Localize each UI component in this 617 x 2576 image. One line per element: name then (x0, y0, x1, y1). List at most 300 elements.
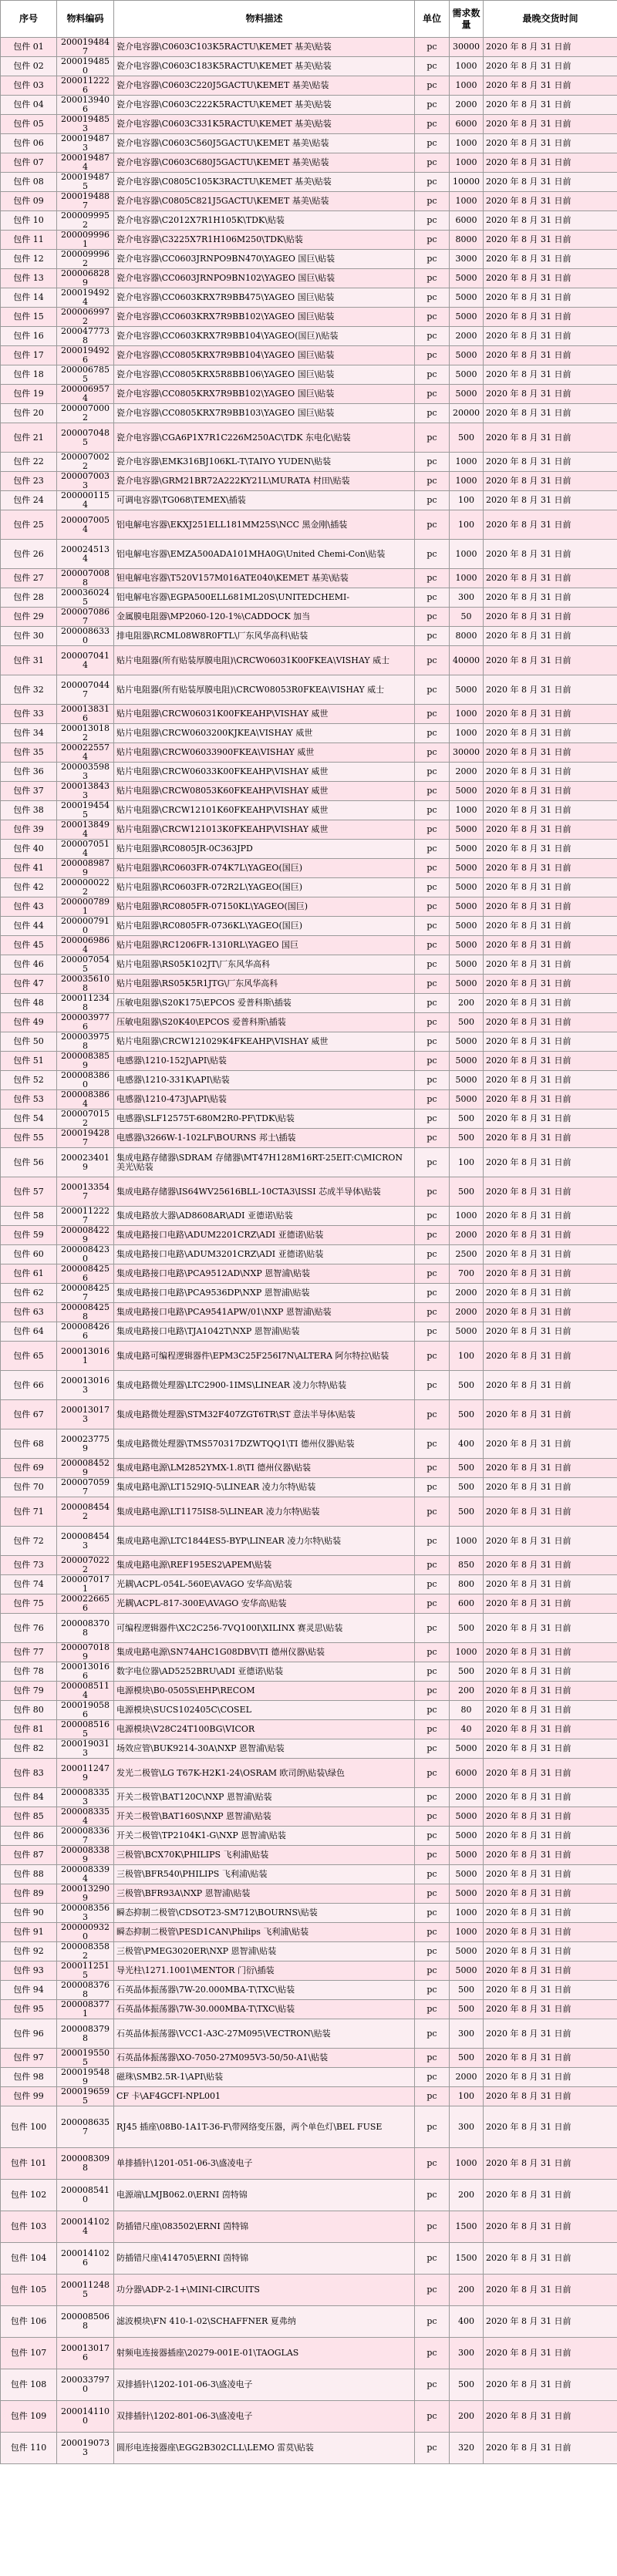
row-time: 2020 年 8 月 31 日前 (484, 346, 617, 365)
row-time: 2020 年 8 月 31 日前 (484, 153, 617, 173)
row-time: 2020 年 8 月 31 日前 (484, 76, 617, 96)
row-qty: 400 (450, 1429, 484, 1459)
row-code: 2000141024 (57, 2211, 114, 2243)
row-desc: 电感器\1210-473J\API\贴装 (114, 1090, 415, 1110)
row-code: 2000190733 (57, 2433, 114, 2464)
row-desc: 集成电路电源\LT1175IS8-5\LINEAR 凌力尔特\贴装 (114, 1497, 415, 1527)
row-desc: 集成电路电源\LTC1844ES5-BYP\LINEAR 凌力尔特\贴装 (114, 1527, 415, 1556)
row-desc: 集成电路微处理器\TMS570317DZWTQQ1\TI 德州仪器\贴装 (114, 1429, 415, 1459)
table-row (1, 1371, 617, 1400)
row-unit: pc (415, 38, 450, 57)
row-qty: 6000 (450, 211, 484, 231)
row-code: 2000099961 (57, 231, 114, 250)
row-seq: 包件 09 (1, 192, 57, 211)
row-seq: 包件 73 (1, 1556, 57, 1575)
table-row (1, 1594, 617, 1614)
row-unit: pc (415, 1245, 450, 1264)
row-seq: 包件 20 (1, 404, 57, 423)
row-desc: 贴片电阻器\CRCW06033900FKEA\VISHAY 威世 (114, 743, 415, 763)
row-unit: pc (415, 1682, 450, 1701)
row-code: 2000099952 (57, 211, 114, 231)
row-desc: 贴片电阻器\RS05K102JT\厂东风华高科 (114, 955, 415, 975)
row-seq: 包件 35 (1, 743, 57, 763)
row-code: 2000069574 (57, 385, 114, 404)
row-desc: 电源模块\V28C24T100BG\VICOR (114, 1720, 415, 1739)
row-code: 2000141026 (57, 2243, 114, 2275)
row-desc: 光耦\ACPL-817-300E\AVAGO 安华高\贴装 (114, 1594, 415, 1614)
table-row (1, 820, 617, 840)
table-row (1, 646, 617, 675)
row-desc: 贴片电阻器\CRCW12101K60FKEAHP\VISHAY 威世 (114, 801, 415, 820)
row-desc: 集成电路存储器\IS64WV25616BLL-10CTA3\ISSI 芯成半导体\贴装 (114, 1177, 415, 1207)
row-time: 2020 年 8 月 31 日前 (484, 878, 617, 897)
row-qty: 500 (450, 1459, 484, 1478)
row-code: 2000130182 (57, 724, 114, 743)
row-seq: 包件 108 (1, 2369, 57, 2401)
row-desc: 双排插针\1202-101-06-3\盛凌电子 (114, 2369, 415, 2401)
row-unit: pc (415, 1904, 450, 1923)
row-qty: 5000 (450, 346, 484, 365)
row-qty: 200 (450, 2401, 484, 2433)
row-unit: pc (415, 250, 450, 269)
table-row (1, 2068, 617, 2087)
row-seq: 包件 96 (1, 2019, 57, 2049)
row-code: 2000083582 (57, 1942, 114, 1961)
row-seq: 包件 22 (1, 453, 57, 472)
row-unit: pc (415, 975, 450, 994)
table-row (1, 2148, 617, 2180)
row-code: 2000089879 (57, 859, 114, 878)
row-seq: 包件 110 (1, 2433, 57, 2464)
row-code: 2000194847 (57, 38, 114, 57)
row-seq: 包件 87 (1, 1846, 57, 1865)
row-time: 2020 年 8 月 31 日前 (484, 1032, 617, 1052)
row-unit: pc (415, 2019, 450, 2049)
header-code: 物料编码 (57, 1, 114, 38)
header-qty: 需求数量 (450, 1, 484, 38)
row-code: 2000132909 (57, 1884, 114, 1904)
row-desc: 瓷介电容器\C0603C331K5RACTU\KEMET 基美\贴装 (114, 115, 415, 134)
row-seq: 包件 99 (1, 2087, 57, 2106)
row-code: 2000194875 (57, 173, 114, 192)
row-seq: 包件 88 (1, 1865, 57, 1884)
row-code: 2000084230 (57, 1245, 114, 1264)
row-time: 2020 年 8 月 31 日前 (484, 1459, 617, 1478)
row-qty: 1000 (450, 1904, 484, 1923)
row-unit: pc (415, 269, 450, 288)
table-row (1, 2049, 617, 2068)
row-qty: 100 (450, 510, 484, 540)
row-desc: 开关二极管\BAT160S\NXP 恩智浦\贴装 (114, 1807, 415, 1827)
row-seq: 包件 64 (1, 1322, 57, 1342)
row-unit: pc (415, 1961, 450, 1981)
row-code: 2000085410 (57, 2180, 114, 2211)
row-time: 2020 年 8 月 31 日前 (484, 192, 617, 211)
table-row (1, 250, 617, 269)
row-seq: 包件 90 (1, 1904, 57, 1923)
row-desc: 三极管\PMEG3020ER\NXP 恩智浦\贴装 (114, 1942, 415, 1961)
row-time: 2020 年 8 月 31 日前 (484, 1614, 617, 1643)
row-desc: 集成电路存储器\SDRAM 存储器\MT47H128M16RT-25EIT:C\MICRON 美光\贴装 (114, 1148, 415, 1177)
row-seq: 包件 02 (1, 57, 57, 76)
row-qty: 30000 (450, 38, 484, 57)
row-time: 2020 年 8 月 31 日前 (484, 897, 617, 917)
row-seq: 包件 01 (1, 38, 57, 57)
row-code: 2000337970 (57, 2369, 114, 2401)
row-time: 2020 年 8 月 31 日前 (484, 1594, 617, 1614)
row-unit: pc (415, 1148, 450, 1177)
row-unit: pc (415, 1556, 450, 1575)
row-seq: 包件 85 (1, 1807, 57, 1827)
row-qty: 6000 (450, 115, 484, 134)
table-row (1, 57, 617, 76)
row-seq: 包件 83 (1, 1759, 57, 1788)
row-time: 2020 年 8 月 31 日前 (484, 385, 617, 404)
row-qty: 5000 (450, 878, 484, 897)
row-desc: 贴片电阻器\CRCW121029K4FKEAHP\VISHAY 威世 (114, 1032, 415, 1052)
row-unit: pc (415, 385, 450, 404)
row-unit: pc (415, 1032, 450, 1052)
row-seq: 包件 56 (1, 1148, 57, 1177)
row-code: 2000084257 (57, 1284, 114, 1303)
table-row (1, 724, 617, 743)
row-qty: 5000 (450, 840, 484, 859)
row-code: 2000084229 (57, 1226, 114, 1245)
row-desc: 三极管\BFR93A\NXP 恩智浦\贴装 (114, 1884, 415, 1904)
row-unit: pc (415, 153, 450, 173)
row-unit: pc (415, 2433, 450, 2464)
row-unit: pc (415, 211, 450, 231)
row-time: 2020 年 8 月 31 日前 (484, 1682, 617, 1701)
row-desc: 射频电连接器插座\20279-001E-01\TAOGLAS (114, 2338, 415, 2369)
table-row (1, 1865, 617, 1884)
row-code: 2000194926 (57, 346, 114, 365)
row-time: 2020 年 8 月 31 日前 (484, 2433, 617, 2464)
row-time: 2020 年 8 月 31 日前 (484, 308, 617, 327)
row-code: 2000039776 (57, 1013, 114, 1032)
row-unit: pc (415, 994, 450, 1013)
row-code: 2000196595 (57, 2087, 114, 2106)
table-row (1, 269, 617, 288)
row-qty: 1500 (450, 2243, 484, 2275)
row-desc: 瓷介电容器\CC0603JRNPO9BN470\YAGEO 国巨\贴装 (114, 250, 415, 269)
row-seq: 包件 72 (1, 1527, 57, 1556)
row-desc: 电感器\1210-331K\API\贴装 (114, 1071, 415, 1090)
row-time: 2020 年 8 月 31 日前 (484, 1527, 617, 1556)
table-row (1, 423, 617, 453)
row-seq: 包件 59 (1, 1226, 57, 1245)
row-seq: 包件 102 (1, 2180, 57, 2211)
row-time: 2020 年 8 月 31 日前 (484, 2243, 617, 2275)
row-code: 2000069864 (57, 936, 114, 955)
row-unit: pc (415, 955, 450, 975)
row-time: 2020 年 8 月 31 日前 (484, 608, 617, 627)
row-qty: 5000 (450, 782, 484, 801)
row-qty: 500 (450, 1662, 484, 1682)
row-time: 2020 年 8 月 31 日前 (484, 1556, 617, 1575)
row-code: 2000194924 (57, 288, 114, 308)
row-code: 2000130166 (57, 1662, 114, 1682)
row-unit: pc (415, 859, 450, 878)
row-seq: 包件 10 (1, 211, 57, 231)
row-time: 2020 年 8 月 31 日前 (484, 540, 617, 569)
header-unit: 单位 (415, 1, 450, 38)
row-code: 2000068289 (57, 269, 114, 288)
table-row (1, 1788, 617, 1807)
row-time: 2020 年 8 月 31 日前 (484, 724, 617, 743)
table-row (1, 1090, 617, 1110)
table-row (1, 346, 617, 365)
row-qty: 1000 (450, 1527, 484, 1556)
row-unit: pc (415, 897, 450, 917)
row-desc: 瓷介电容器\CC0805KRX7R9BB104\YAGEO 国巨\贴装 (114, 346, 415, 365)
row-qty: 5000 (450, 1884, 484, 1904)
row-desc: 贴片电阻器\RC0603FR-072R2L\YAGEO(国巨) (114, 878, 415, 897)
row-unit: pc (415, 1129, 450, 1148)
row-code: 2000070414 (57, 646, 114, 675)
row-seq: 包件 52 (1, 1071, 57, 1090)
row-seq: 包件 97 (1, 2049, 57, 2068)
row-qty: 5000 (450, 820, 484, 840)
row-code: 2000083864 (57, 1090, 114, 1110)
row-qty: 2000 (450, 1303, 484, 1322)
table-row (1, 1556, 617, 1575)
row-desc: 集成电路接口电路\ADUM3201CRZ\ADI 亚德诺\贴装 (114, 1245, 415, 1264)
row-time: 2020 年 8 月 31 日前 (484, 1071, 617, 1090)
row-unit: pc (415, 782, 450, 801)
row-qty: 850 (450, 1556, 484, 1575)
row-desc: 集成电路接口电路\TJA1042T\NXP 恩智浦\贴装 (114, 1322, 415, 1342)
table-row (1, 1575, 617, 1594)
row-unit: pc (415, 2211, 450, 2243)
table-row (1, 231, 617, 250)
row-qty: 1000 (450, 569, 484, 588)
row-code: 2000138316 (57, 705, 114, 724)
row-seq: 包件 61 (1, 1264, 57, 1284)
row-unit: pc (415, 1575, 450, 1594)
row-qty: 1500 (450, 2211, 484, 2243)
table-row (1, 2401, 617, 2433)
row-desc: 铝电解电容器\EKXJ251ELL181MM25S\NCC 黑金刚\插装 (114, 510, 415, 540)
row-time: 2020 年 8 月 31 日前 (484, 1497, 617, 1527)
header-desc: 物料描述 (114, 1, 415, 38)
row-code: 2000001154 (57, 491, 114, 510)
row-desc: 集成电路可编程逻辑器件\EPM3C25F256I7N\ALTERA 阿尔特拉\贴装 (114, 1342, 415, 1371)
row-seq: 包件 104 (1, 2243, 57, 2275)
row-unit: pc (415, 453, 450, 472)
row-code: 2000083859 (57, 1052, 114, 1071)
row-qty: 40000 (450, 646, 484, 675)
row-desc: 开关二极管\BAT120C\NXP 恩智浦\贴装 (114, 1788, 415, 1807)
table-row (1, 1459, 617, 1478)
row-seq: 包件 42 (1, 878, 57, 897)
row-qty: 5000 (450, 897, 484, 917)
row-code: 2000237759 (57, 1429, 114, 1459)
row-seq: 包件 23 (1, 472, 57, 491)
row-qty: 1000 (450, 801, 484, 820)
table-row (1, 1110, 617, 1129)
table-header-row (1, 1, 617, 38)
row-desc: 集成电路微处理器\STM32F407ZGT6TR\ST 意法半导体\贴装 (114, 1400, 415, 1429)
row-seq: 包件 27 (1, 569, 57, 588)
row-desc: 贴片电阻器\CRCW121013K0FKEAHP\VISHAY 威世 (114, 820, 415, 840)
row-time: 2020 年 8 月 31 日前 (484, 1303, 617, 1322)
row-unit: pc (415, 724, 450, 743)
row-time: 2020 年 8 月 31 日前 (484, 588, 617, 608)
table-row (1, 1032, 617, 1052)
row-unit: pc (415, 1177, 450, 1207)
row-qty: 5000 (450, 936, 484, 955)
row-unit: pc (415, 1478, 450, 1497)
row-time: 2020 年 8 月 31 日前 (484, 2087, 617, 2106)
row-code: 2000070514 (57, 840, 114, 859)
row-code: 2000084266 (57, 1322, 114, 1342)
row-desc: 单排插针\1201-051-06-3\盛凌电子 (114, 2148, 415, 2180)
row-desc: 三极管\BFR540\PHILIPS 飞利浦\贴装 (114, 1865, 415, 1884)
row-time: 2020 年 8 月 31 日前 (484, 1322, 617, 1342)
row-seq: 包件 48 (1, 994, 57, 1013)
row-seq: 包件 95 (1, 2000, 57, 2019)
row-seq: 包件 16 (1, 327, 57, 346)
row-qty: 5000 (450, 308, 484, 327)
row-time: 2020 年 8 月 31 日前 (484, 569, 617, 588)
row-desc: 集成电路接口电路\PCA9512AD\NXP 恩智浦\贴装 (114, 1264, 415, 1284)
row-time: 2020 年 8 月 31 日前 (484, 801, 617, 820)
row-qty: 10000 (450, 173, 484, 192)
row-unit: pc (415, 1759, 450, 1788)
table-row (1, 453, 617, 472)
row-code: 2000130161 (57, 1342, 114, 1371)
row-code: 2000070054 (57, 510, 114, 540)
row-code: 2000035983 (57, 763, 114, 782)
row-qty: 2000 (450, 96, 484, 115)
row-qty: 2500 (450, 1245, 484, 1264)
table-row (1, 1720, 617, 1739)
row-time: 2020 年 8 月 31 日前 (484, 2338, 617, 2369)
row-time: 2020 年 8 月 31 日前 (484, 1846, 617, 1865)
row-code: 2000195505 (57, 2049, 114, 2068)
table-row (1, 491, 617, 510)
row-seq: 包件 43 (1, 897, 57, 917)
row-unit: pc (415, 917, 450, 936)
row-code: 2000190313 (57, 1739, 114, 1759)
row-qty: 5000 (450, 1942, 484, 1961)
row-time: 2020 年 8 月 31 日前 (484, 134, 617, 153)
row-seq: 包件 19 (1, 385, 57, 404)
row-time: 2020 年 8 月 31 日前 (484, 1207, 617, 1226)
row-code: 2000085114 (57, 1682, 114, 1701)
row-seq: 包件 31 (1, 646, 57, 675)
row-desc: 贴片电阻器\CRCW08053K60FKEAHP\VISHAY 威世 (114, 782, 415, 801)
row-seq: 包件 08 (1, 173, 57, 192)
row-qty: 40 (450, 1720, 484, 1739)
row-time: 2020 年 8 月 31 日前 (484, 472, 617, 491)
row-seq: 包件 17 (1, 346, 57, 365)
table-row (1, 1226, 617, 1245)
row-time: 2020 年 8 月 31 日前 (484, 705, 617, 724)
row-unit: pc (415, 327, 450, 346)
row-code: 2000194887 (57, 192, 114, 211)
table-row (1, 743, 617, 763)
row-seq: 包件 47 (1, 975, 57, 994)
row-code: 2000356108 (57, 975, 114, 994)
table-row (1, 1013, 617, 1032)
row-qty: 2000 (450, 1226, 484, 1245)
row-time: 2020 年 8 月 31 日前 (484, 1575, 617, 1594)
row-time: 2020 年 8 月 31 日前 (484, 1643, 617, 1662)
row-unit: pc (415, 1264, 450, 1284)
row-desc: 瓷介电容器\CC0603KRX7R9BB104\YAGEO(国巨)\贴装 (114, 327, 415, 346)
row-unit: pc (415, 510, 450, 540)
row-time: 2020 年 8 月 31 日前 (484, 743, 617, 763)
row-unit: pc (415, 878, 450, 897)
table-row (1, 1342, 617, 1371)
row-time: 2020 年 8 月 31 日前 (484, 2019, 617, 2049)
row-unit: pc (415, 1429, 450, 1459)
row-desc: 贴片电阻器(所有贴装厚膜电阻)\CRCW08053R0FKEA\VISHAY 威士 (114, 675, 415, 705)
row-unit: pc (415, 743, 450, 763)
row-code: 2000194850 (57, 57, 114, 76)
row-desc: 集成电路放大器\AD8608AR\ADI 亚德诺\贴装 (114, 1207, 415, 1226)
row-seq: 包件 67 (1, 1400, 57, 1429)
row-qty: 500 (450, 1110, 484, 1129)
row-seq: 包件 84 (1, 1788, 57, 1807)
row-unit: pc (415, 840, 450, 859)
row-desc: 场效应管\BUK9214-30A\NXP 恩智浦\贴装 (114, 1739, 415, 1759)
row-seq: 包件 69 (1, 1459, 57, 1478)
row-qty: 1000 (450, 453, 484, 472)
row-time: 2020 年 8 月 31 日前 (484, 975, 617, 994)
row-code: 2000083771 (57, 2000, 114, 2019)
row-desc: 石英晶体振荡器\7W-30.000MBA-T\TXC\贴装 (114, 2000, 415, 2019)
row-qty: 5000 (450, 975, 484, 994)
table-row (1, 2369, 617, 2401)
table-row (1, 2243, 617, 2275)
row-seq: 包件 81 (1, 1720, 57, 1739)
row-qty: 500 (450, 1478, 484, 1497)
row-code: 2000138494 (57, 820, 114, 840)
row-desc: 发光二极管\LG T67K-H2K1-24\OSRAM 欧司朗\贴装\绿色 (114, 1759, 415, 1788)
row-unit: pc (415, 1923, 450, 1942)
row-unit: pc (415, 1322, 450, 1342)
row-unit: pc (415, 2087, 450, 2106)
table-row (1, 1923, 617, 1942)
row-qty: 1000 (450, 1207, 484, 1226)
table-row (1, 1942, 617, 1961)
row-qty: 1000 (450, 192, 484, 211)
row-desc: 电源端\LMJB062.0\ERNI 茵特锦 (114, 2180, 415, 2211)
row-code: 2000083860 (57, 1071, 114, 1090)
row-time: 2020 年 8 月 31 日前 (484, 2401, 617, 2433)
row-code: 2000083563 (57, 1904, 114, 1923)
row-unit: pc (415, 1342, 450, 1371)
row-unit: pc (415, 1981, 450, 2000)
row-qty: 500 (450, 1614, 484, 1643)
table-row (1, 1807, 617, 1827)
row-seq: 包件 13 (1, 269, 57, 288)
row-qty: 800 (450, 1575, 484, 1594)
row-qty: 2000 (450, 327, 484, 346)
row-unit: pc (415, 76, 450, 96)
row-qty: 80 (450, 1701, 484, 1720)
table-row (1, 308, 617, 327)
row-desc: 电源模块\B0-0505S\EHP\RECOM (114, 1682, 415, 1701)
row-qty: 5000 (450, 1090, 484, 1110)
row-code: 2000245134 (57, 540, 114, 569)
row-seq: 包件 94 (1, 1981, 57, 2000)
table-row (1, 173, 617, 192)
row-time: 2020 年 8 月 31 日前 (484, 1701, 617, 1720)
